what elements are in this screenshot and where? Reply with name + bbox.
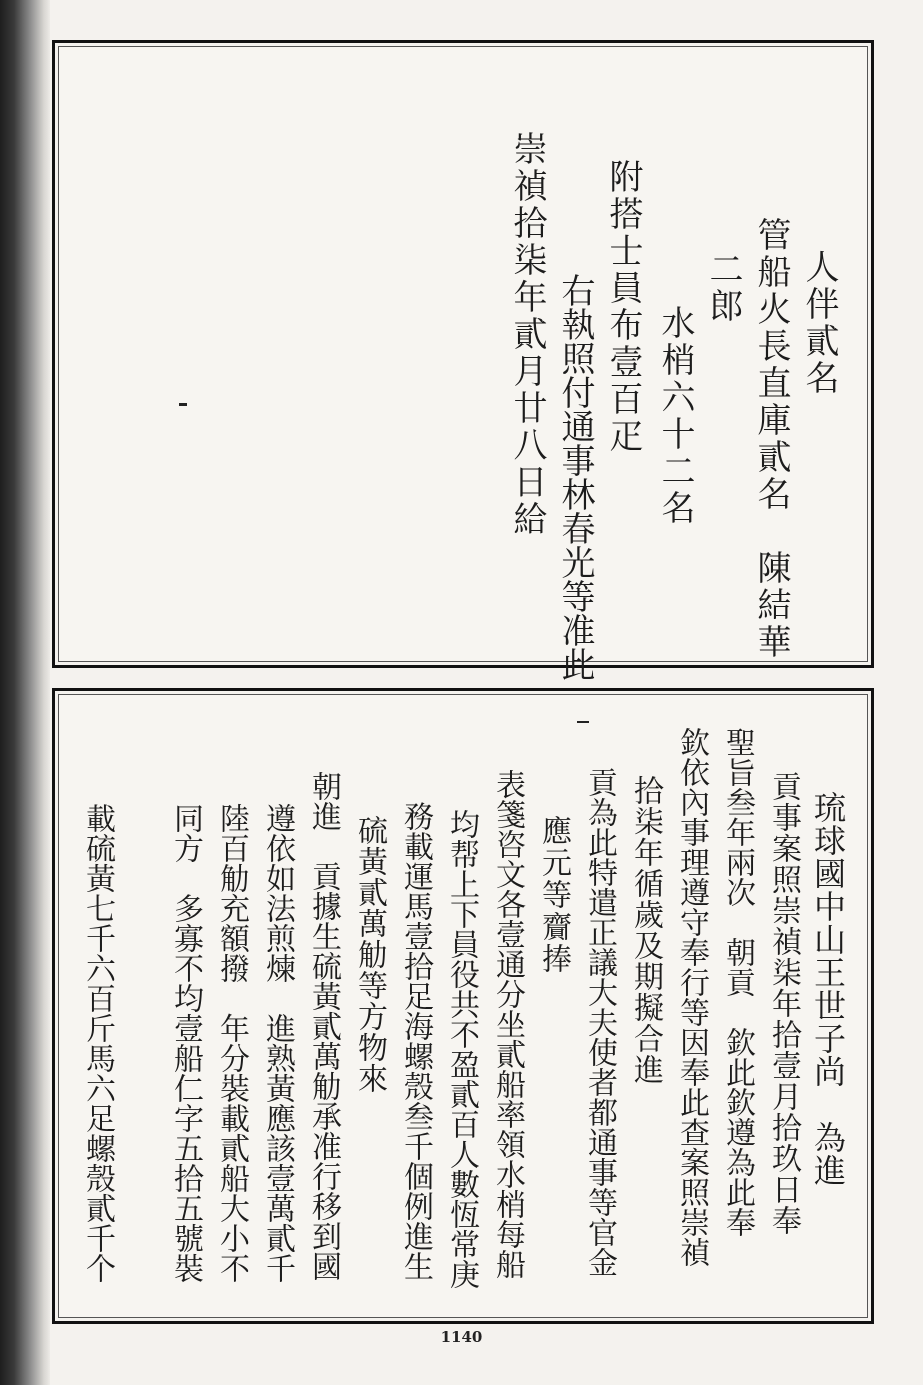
text-column: 琉球國中山王世子尚 為進 <box>809 791 847 1187</box>
text-column: 貢事案照崇禎柒年拾壹月拾玖日奉 <box>766 771 801 1236</box>
text-column: 欽依內事理遵守奉行等因奉此查案照崇禎 <box>674 727 709 1267</box>
text-column: 表箋咨文各壹通分坐貳船率領水梢每船 <box>490 769 525 1279</box>
text-column: 人伴貳名 <box>799 249 839 397</box>
text-column: 二郎 <box>703 251 743 325</box>
text-column: 右執照付通事林春光等准此 <box>555 273 595 681</box>
ink-mark <box>179 403 187 406</box>
bottom-document-panel <box>52 688 874 1324</box>
text-column: 遵依如法煎煉 進熟黃應該壹萬貳千 <box>260 803 295 1283</box>
text-column: 硫黃貳萬觔等方物來 <box>352 815 387 1094</box>
text-column: 崇禎拾柒年貳月廿八日給 <box>507 131 547 538</box>
text-column: 同方 多寡不均壹船仁字五拾五號裝 <box>168 803 203 1283</box>
text-column: 應元等齎捧 <box>536 815 571 975</box>
ink-mark <box>577 721 589 723</box>
text-column: 聖旨叁年兩次 朝貢 欽此欽遵為此奉 <box>720 727 755 1237</box>
top-document-panel <box>52 40 874 681</box>
text-column: 貢為此特遣正議大夫使者都通事等官金 <box>582 767 617 1277</box>
text-column: 載硫黃七千六百斤馬六足螺殼貳千个 <box>80 803 115 1283</box>
text-column: 務載運馬壹拾足海螺殼叁千個例進生 <box>398 801 433 1281</box>
text-column: 均帮上下員役共不盈貳百人數恆常庚 <box>444 809 479 1289</box>
book-binding-gutter <box>0 0 50 1385</box>
text-column: 拾柒年循歲及期擬合進 <box>628 775 663 1085</box>
text-column: 水梢六十二名 <box>655 305 695 527</box>
text-column: 附搭士員布壹百疋 <box>603 159 643 455</box>
text-column: 朝進 貢據生硫黃貳萬觔承准行移到國 <box>306 771 341 1281</box>
text-column: 管船火長直庫貳名 陳結華 <box>751 217 791 661</box>
text-column: 陸百觔充額撥 年分裝載貳船大小不 <box>214 803 249 1283</box>
page-number: 1140 <box>440 1328 483 1346</box>
